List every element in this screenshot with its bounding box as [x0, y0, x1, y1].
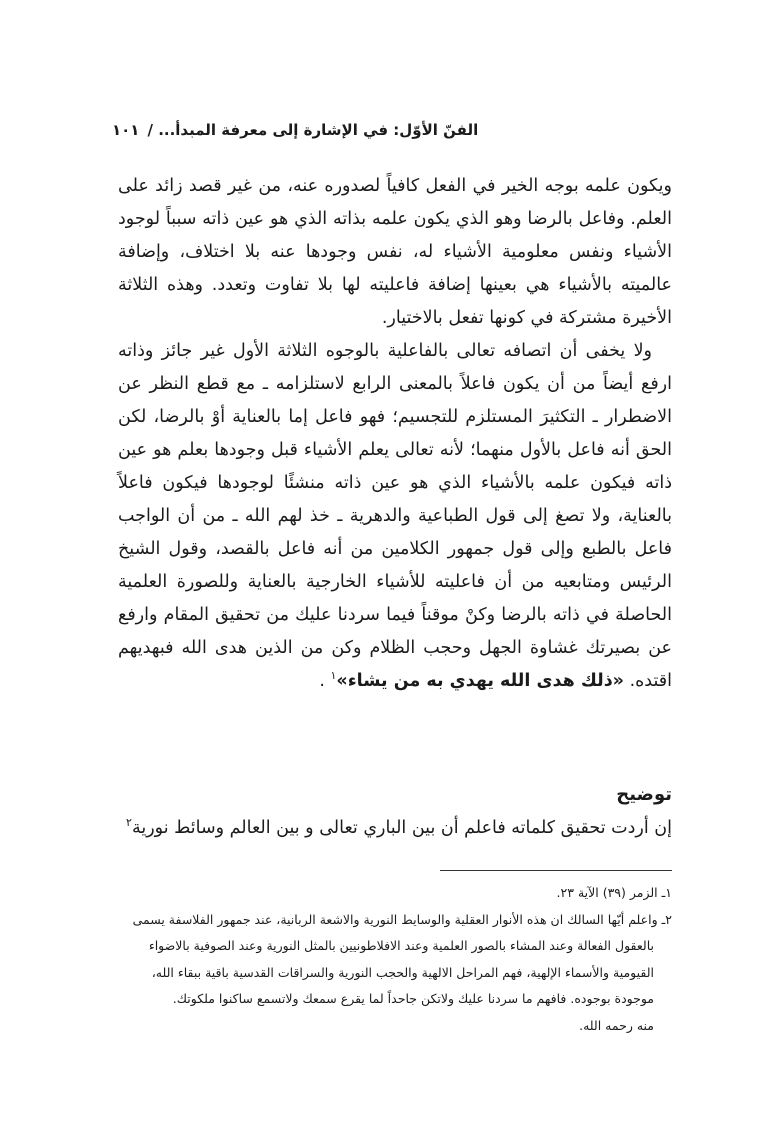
footnote-ref-2[interactable]: ٢ [126, 816, 132, 830]
footnote-1: ١ـ الزمر (٣٩) الآية ٢٣. [556, 885, 672, 900]
header-separator: / [147, 121, 153, 139]
main-text [118, 170, 672, 698]
section-heading: توضيح [616, 784, 672, 805]
page-number: ١٠١ [112, 121, 140, 139]
footnotes [112, 880, 672, 1039]
paragraph-end: . [319, 671, 325, 691]
footnote-2-line-2: بالعقول الفعالة وعند المشاء بالصور العلمية وعند الافلاطونيين بالمثل النورية وعند الصوفية بالاضواء [148, 938, 654, 953]
footnote-2-line-4: موجودة بوجوده. فافهم ما سردنا عليك ولاتكن جاحداً لما يقرع سمعك ولاتسمع ساكنوا ملكوتك. [172, 991, 654, 1006]
footnote-2-line-5: منه رحمه الله. [579, 1017, 654, 1033]
footnote-2-line-1: ٢ـ واعلم أيّها السالك ان هذه الأنوار العقلية والوسايط النورية والاشعة الربانية، عند جمهور الفلاسفة يسمى [132, 911, 672, 927]
running-title: الفنّ الأوّل: في الإشارة إلى معرفة المبدأ... [158, 121, 479, 139]
footnote-ref-1[interactable]: ١ [330, 669, 337, 683]
footnote-divider [440, 870, 672, 871]
footnote-2-line-3: القيومية والأسماء الإلهية، فهم المراحل الالهية والحجب النورية والسراقات القدسية باقية ببقاء الله، [151, 964, 654, 980]
section-text: إن أردت تحقيق كلماته فاعلم أن بين الباري تعالى و بين العالم وسائط نورية [131, 818, 672, 838]
running-header [112, 116, 672, 144]
paragraph-1: ويكون علمه بوجه الخير في الفعل كافياً لصدوره عنه، من غير قصد زائد على العلم. وفاعل بالرضا وهو الذي يكون علمه بذاته الذي هو عين ذاته سبباً لوجود الأشياء ونفس معلومية الأشياء له، نفس وجودها عنه بلا اختلاف، وإضافة عالميته بالأشياء هي بعينها إضافة فاعليته لها بلا تفاوت وتعدد. وهذه الثلاثة الأخيرة مشتركة في كونها تفعل بالاختيار. [118, 176, 672, 328]
section-paragraph [118, 812, 672, 845]
paragraph-2-text: ولا يخفى أن اتصافه تعالى بالفاعلية بالوجوه الثلاثة الأول غير جائز وذاته ارفع أيضاً من أن يكون فاعلاً بالمعنى الرابع لاستلزامه ـ مع قطع النظر عن الاضطرار ـ التكثيرَ المستلزم للتجسيم؛ فهو فاعل إما بالعناية أوْ بالرضا، لكن الحق أنه فاعل بالأول منهما؛ لأنه تعالى يعلم الأشياء قبل وجودها بعلم هو عين ذاته فيكون علمه بالأشياء الذي هو عين ذاته منشئًا لوجودها فيكون فاعلاً بالعناية، ولا تصغ إلى قول الطباعية والدهرية ـ خذ لهم الله ـ من أن الواجب فاعل بالطبع وإلى قول جمهور الكلامين من أنه فاعل بالقصد، وقول الشيخ الرئيس ومتابعيه من أن فاعليته للأشياء الخارجية بالعناية وللصورة العلمية الحاصلة في ذاته بالرضا وكنْ موقناً فيما سردنا عليك من تحقيق المقام وارفع عن بصيرتك غشاوة الجهل وحجب الظلام وكن من الذين هدى الله فبهديهم اقتده. [118, 341, 672, 691]
paragraph-2 [118, 335, 672, 698]
quran-quote: «ذلك هدى الله يهدي به من يشاء» [336, 671, 624, 691]
